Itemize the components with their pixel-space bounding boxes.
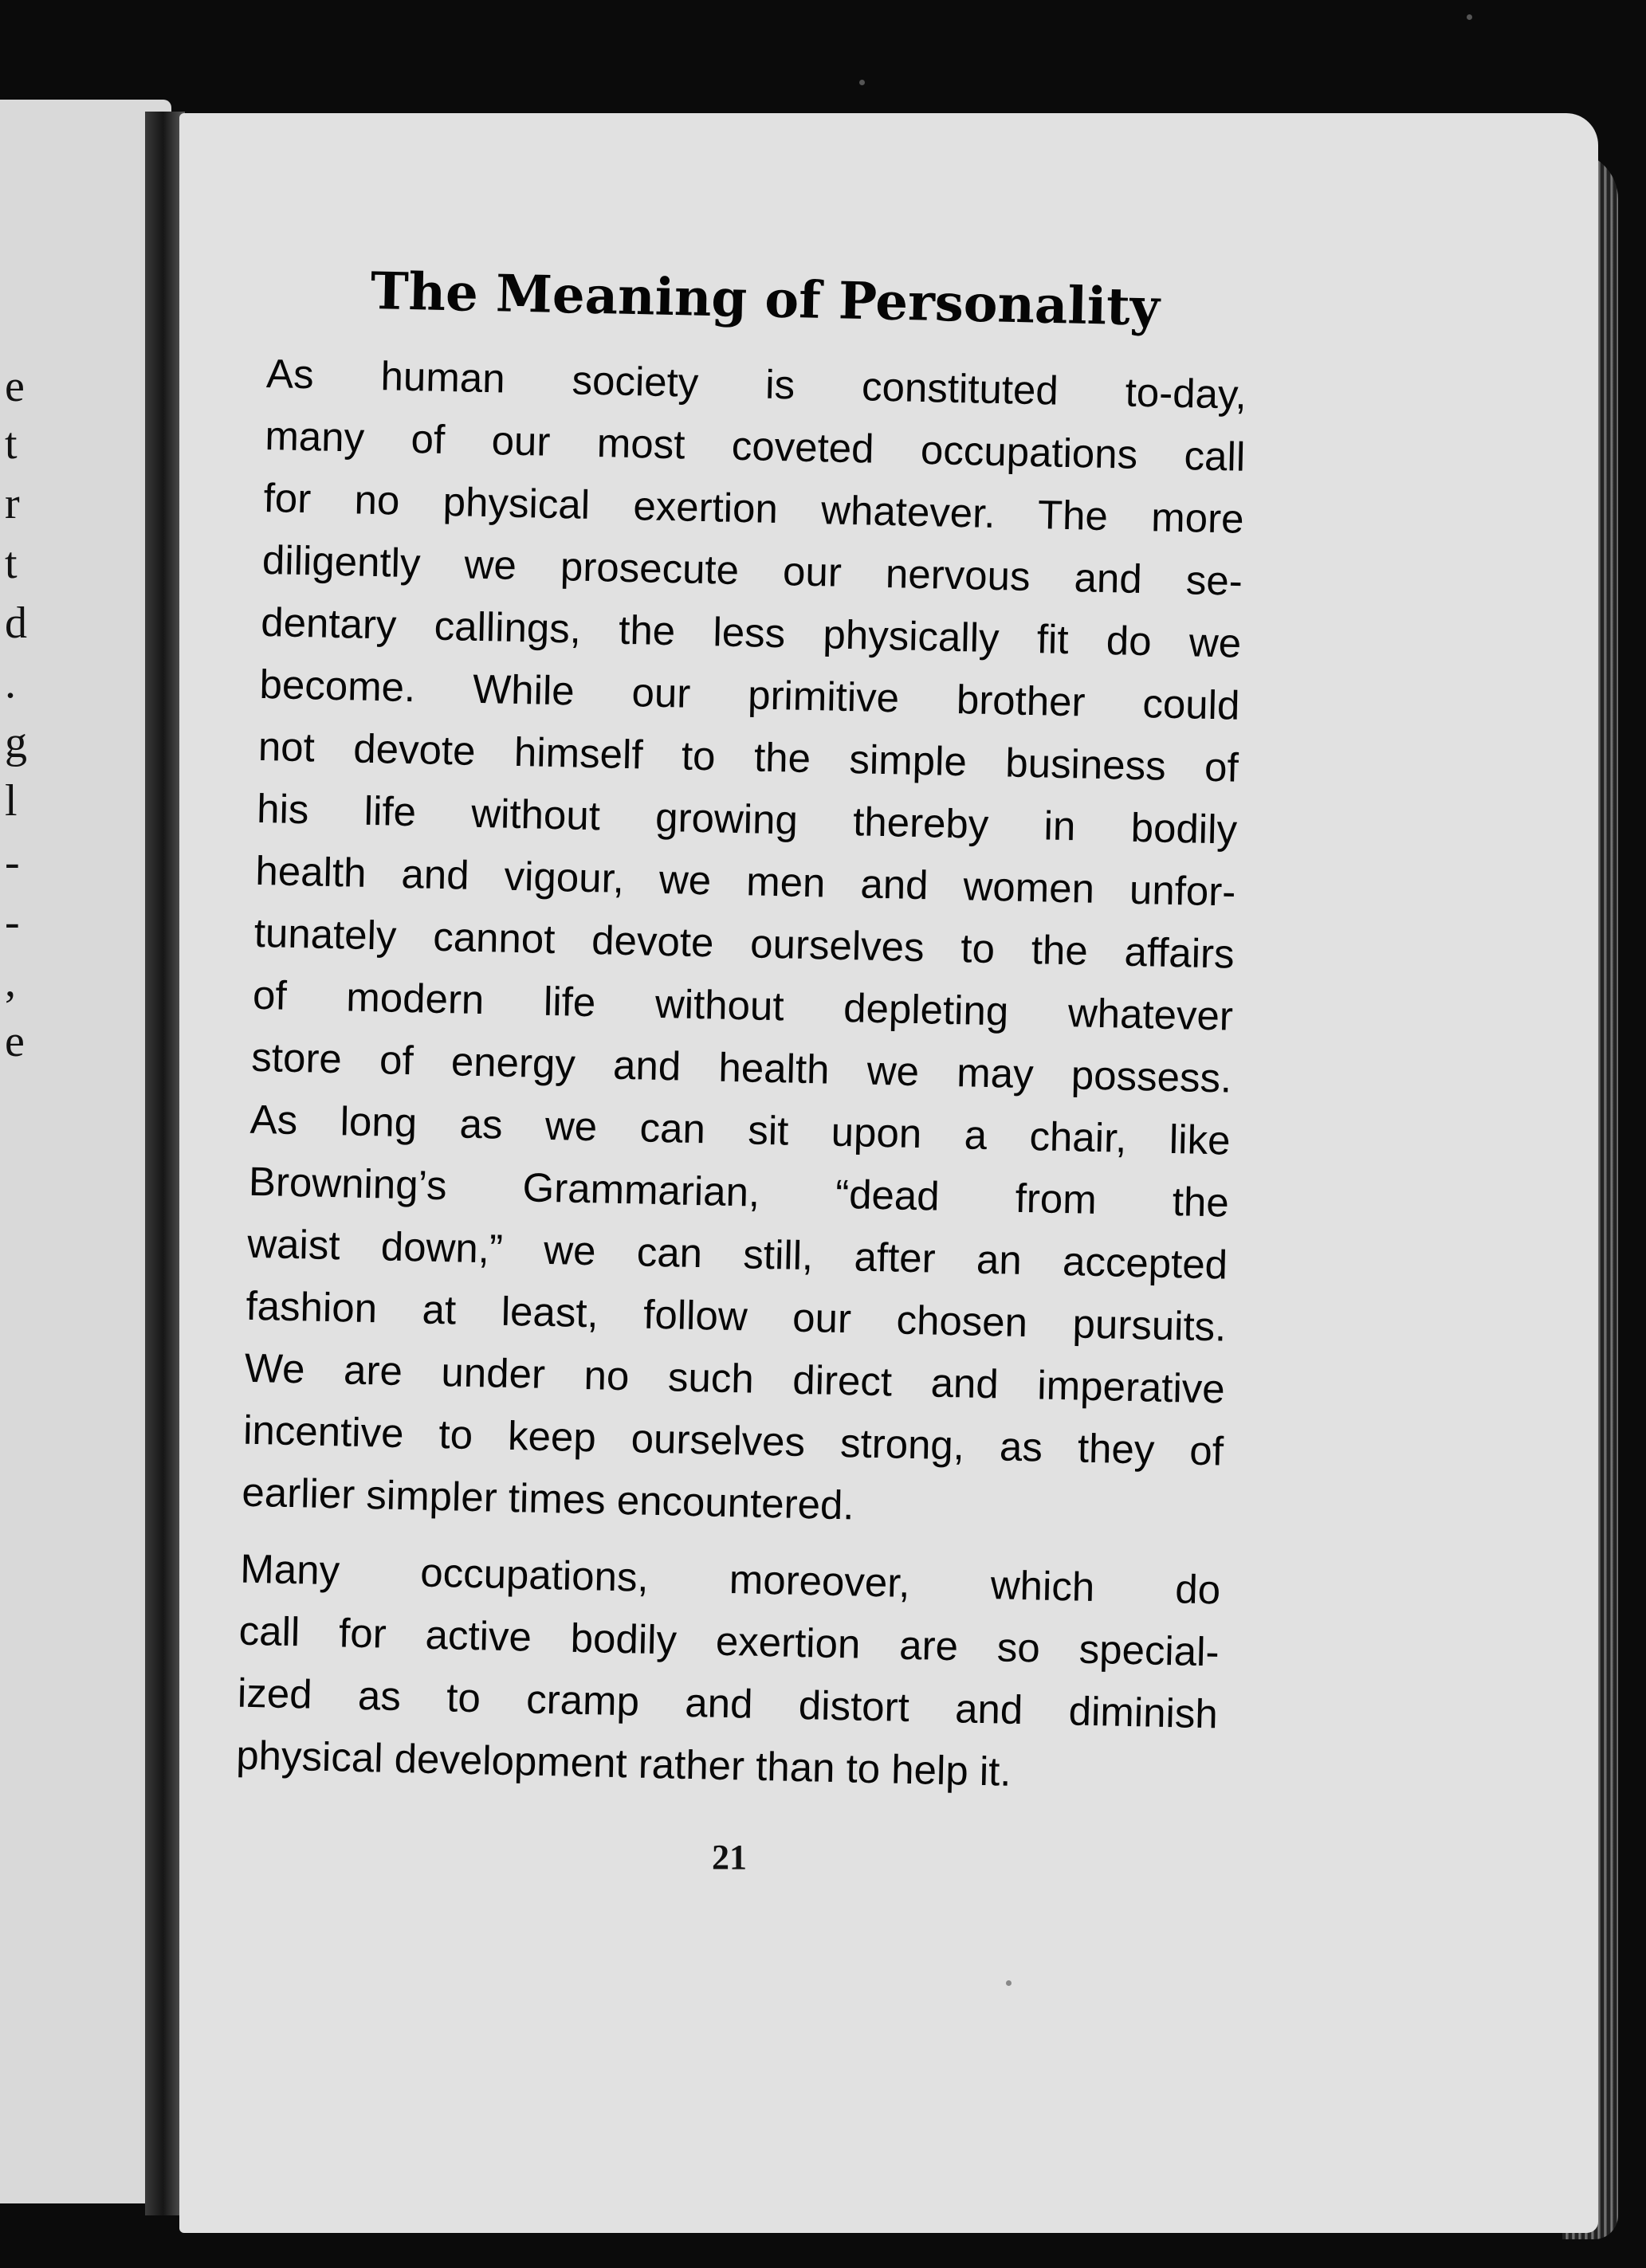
text-line: As human society is constituted to-day, (265, 350, 1247, 418)
paragraph (242, 343, 1247, 1544)
text-line: many of our most coveted occupations call (264, 412, 1246, 480)
left-page-fragment: l (5, 776, 18, 826)
text-line: We are under no such direct and imperative (244, 1344, 1226, 1412)
text-line: As long as we can sit upon a chair, like (249, 1096, 1232, 1163)
text-line: dentary callings, the less physically fit do we (260, 598, 1242, 666)
text-line: become. While our primitive brother could (259, 661, 1240, 728)
text-line: of modern life without depleting whatever (252, 971, 1234, 1039)
text-line: his life without growing thereby in bodily (256, 785, 1238, 853)
text-line: incentive to keep ourselves strong, as they of (242, 1407, 1224, 1474)
text-line: store of energy and health we may possess. (250, 1034, 1232, 1101)
text-line: tunately cannot devote ourselves to the affairs (253, 909, 1235, 977)
left-page-fragment: e (5, 1017, 25, 1066)
left-page-fragment: t (5, 419, 18, 469)
text-line: waist down,” we can still, after an accepted (246, 1220, 1228, 1288)
left-page-fragment: . (5, 658, 16, 708)
left-page-fragment: - (5, 838, 20, 887)
left-page-fragment: - (5, 897, 20, 947)
scan-speck (859, 80, 865, 85)
text-line: not devote himself to the simple business of (257, 723, 1239, 791)
text-line: ized as to cramp and distort and diminish (237, 1670, 1219, 1737)
left-page-fragment: , (5, 957, 16, 1006)
left-page-fragment: r (5, 479, 20, 528)
left-page-fragment: e (5, 362, 25, 411)
text-line: health and vigour, we men and women unfor- (254, 847, 1236, 915)
text-line: fashion at least, follow our chosen pursuits. (246, 1282, 1227, 1350)
text-line: earlier simpler times encountered. (241, 1469, 855, 1528)
text-line: diligently we prosecute our nervous and se- (261, 536, 1243, 604)
running-head: The Meaning of Personality (370, 261, 1161, 338)
left-page-fragment: t (5, 539, 18, 588)
text-line: Many occupations, moreover, which do (239, 1545, 1221, 1613)
text-line: Browning’s Grammarian, “dead from the (248, 1158, 1230, 1226)
text-line: physical development rather than to help it. (235, 1732, 1012, 1795)
body-text (235, 343, 1247, 1807)
scan-speck (1006, 1980, 1012, 1986)
page-number: 21 (712, 1838, 747, 1877)
text-line: for no physical exertion whatever. The more (263, 474, 1245, 542)
left-page-fragment: d (5, 598, 27, 648)
left-page-fragment: g (5, 718, 27, 767)
text-line: call for active bodily exertion are so special- (238, 1607, 1220, 1675)
scan-speck (1467, 14, 1472, 20)
paragraph (235, 1538, 1221, 1808)
